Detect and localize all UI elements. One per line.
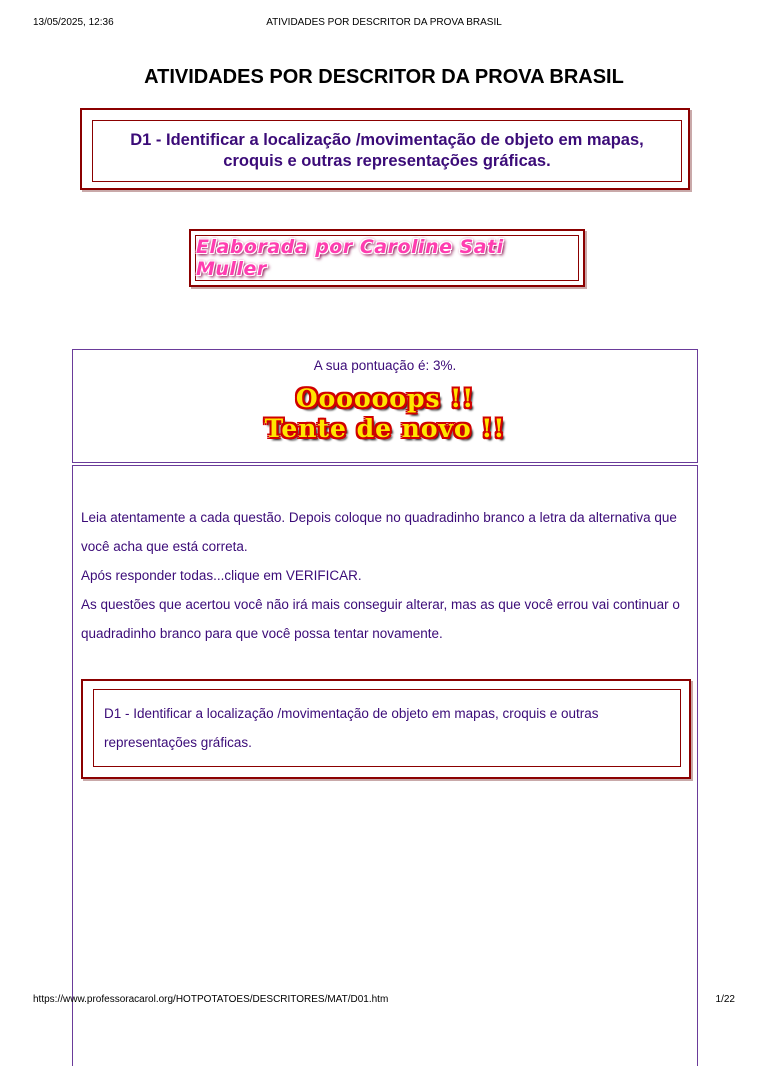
- instruction-paragraph: Leia atentamente a cada questão. Depois coloque no quadradinho branco a letra da alternativa que você acha que está correta.: [81, 510, 677, 554]
- instruction-paragraph: As questões que acertou você não irá mais conseguir alterar, mas as que você errou vai continuar o quadradinho branco para que você possa tentar novamente.: [81, 597, 680, 641]
- print-page-number: 1/22: [715, 994, 735, 1005]
- print-doc-title: ATIVIDADES POR DESCRITOR DA PROVA BRASIL: [266, 17, 502, 28]
- descriptor-text: D1 - Identificar a localização /movimentação de objeto em mapas, croquis e outras representações gráficas.: [93, 689, 681, 767]
- content-panel: [72, 465, 698, 1066]
- author-text: Elaborada por Caroline Sati Muller: [196, 236, 504, 280]
- descriptor-box: [81, 679, 691, 779]
- score-text: A sua pontuação é: 3%.: [313, 358, 457, 373]
- print-url: https://www.professoracarol.org/HOTPOTATOES/DESCRITORES/MAT/D01.htm: [33, 994, 389, 1005]
- print-date: 13/05/2025, 12:36: [33, 17, 114, 28]
- page-title: ATIVIDADES POR DESCRITOR DA PROVA BRASIL: [144, 66, 624, 88]
- score-panel: [72, 349, 698, 463]
- feedback-oops: Oooooops !!: [295, 384, 475, 413]
- instruction-paragraph: Após responder todas...clique em VERIFICAR.: [81, 568, 362, 583]
- feedback-try-again: Tente de novo !!: [264, 414, 506, 443]
- instructions: [81, 503, 687, 648]
- print-footer: [0, 994, 768, 1008]
- descriptor-title: D1 - Identificar a localização /movimentação de objeto em mapas, croquis e outras representações gráficas.: [92, 120, 682, 182]
- author-banner: [189, 229, 585, 287]
- print-header: [0, 17, 768, 31]
- descriptor-title-box: [80, 108, 690, 190]
